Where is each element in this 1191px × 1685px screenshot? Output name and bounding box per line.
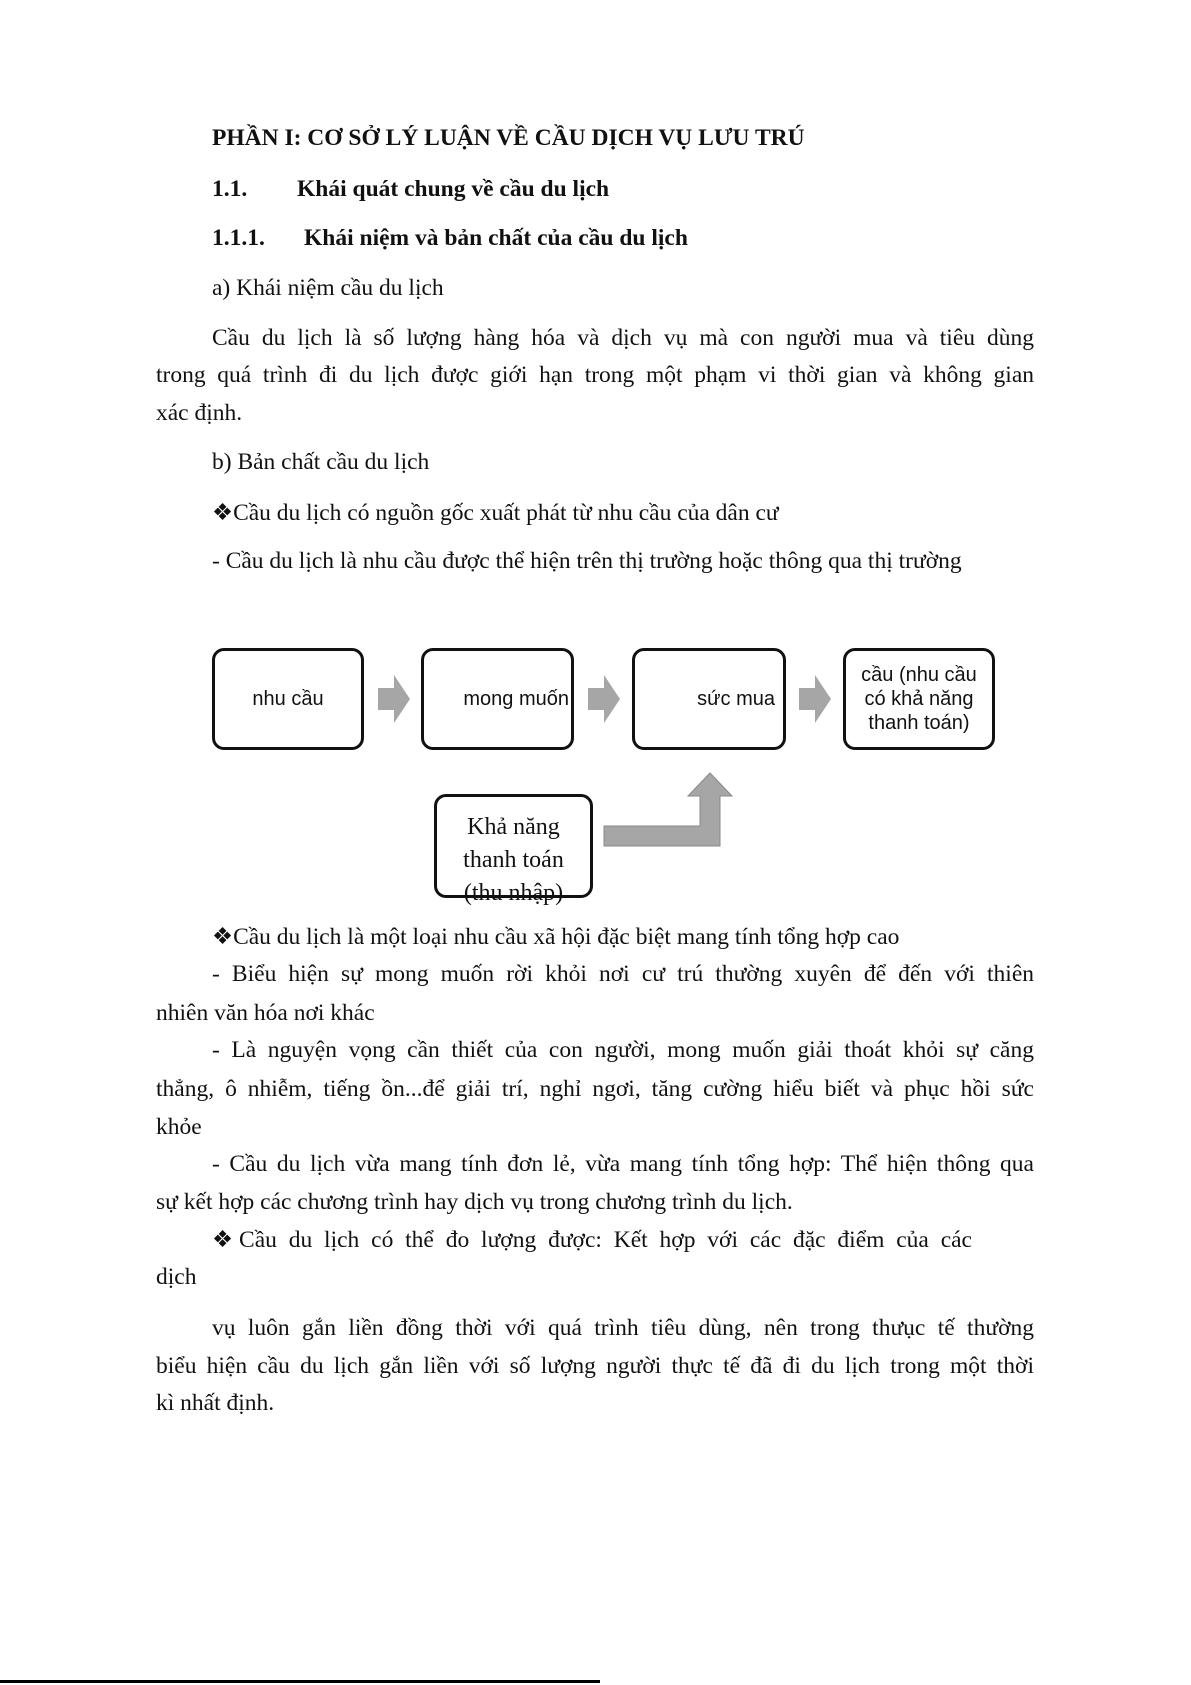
arrow-right-icon xyxy=(588,675,620,723)
part-title: PHẦN I: CƠ SỞ LÝ LUẬN VỀ CẦU DỊCH VỤ LƯU TRÚ xyxy=(212,125,805,151)
box-line: (thu nhập) xyxy=(463,880,564,906)
paragraph-line: dịch xyxy=(156,1264,197,1290)
paragraph-line: - Cầu du lịch vừa mang tính đơn lẻ, vừa mang tính tổng hợp: Thể hiện thông qua xyxy=(212,1151,1034,1177)
paragraph-line: trong quá trình đi du lịch được giới hạn trong một phạm vi thời gian và không gian xyxy=(156,362,1034,388)
paragraph-line: xác định. xyxy=(156,400,243,426)
box-desire: mong muốn xyxy=(421,648,574,750)
paragraph-line: - Cầu du lịch là nhu cầu được thể hiện trên thị trường hoặc thông qua thị trường xyxy=(212,548,962,574)
paragraph-line: sự kết hợp các chương trình hay dịch vụ trong chương trình du lịch. xyxy=(156,1189,793,1215)
paragraph-line: thẳng, ô nhiễm, tiếng ồn...để giải trí, nghỉ ngơi, tăng cường hiểu biết và phục hồi sức xyxy=(156,1076,1034,1102)
box-line: Khả năng xyxy=(467,814,560,840)
box-need: nhu cầu xyxy=(212,648,364,750)
paragraph-line: a) Khái niệm cầu du lịch xyxy=(212,275,444,301)
box-purchasing-power: sức mua xyxy=(632,648,786,750)
paragraph-line: - Biểu hiện sự mong muốn rời khỏi nơi cư trú thường xuyên để đến với thiên xyxy=(212,961,1034,987)
paragraph-line: khỏe xyxy=(156,1114,202,1140)
bullet-line: ❖Cầu du lịch có nguồn gốc xuất phát từ nhu cầu của dân cư xyxy=(212,500,779,526)
paragraph-line: biểu hiện cầu du lịch gắn liền với số lượng người thực tế đã đi du lịch trong một thời xyxy=(156,1353,1034,1379)
bullet-line: ❖Cầu du lịch có thể đo lượng được: Kết hợp với các đặc điểm của các xyxy=(212,1227,972,1253)
paragraph-line: nhiên văn hóa nơi khác xyxy=(156,1000,375,1026)
section-number: 1.1. xyxy=(212,176,248,202)
bullet-line: ❖Cầu du lịch là một loại nhu cầu xã hội đặc biệt mang tính tổng hợp cao xyxy=(212,924,900,950)
arrow-right-icon xyxy=(378,675,410,723)
box-line: có khả năng xyxy=(864,688,974,710)
paragraph-line: Cầu du lịch là số lượng hàng hóa và dịch vụ mà con người mua và tiêu dùng xyxy=(212,325,1034,351)
box-line: thanh toán xyxy=(463,847,564,873)
section-title: Khái quát chung về cầu du lịch xyxy=(297,176,610,202)
paragraph-line: kì nhất định. xyxy=(156,1390,275,1416)
footer-rule xyxy=(0,1680,600,1683)
arrow-right-icon xyxy=(799,675,831,723)
box-line: thanh toán) xyxy=(868,712,970,734)
subsection-number: 1.1.1. xyxy=(212,225,265,251)
box-line: cầu (nhu cầu xyxy=(861,664,977,686)
paragraph-line: vụ luôn gắn liền đồng thời với quá trình tiêu dùng, nên trong thưục tế thường xyxy=(212,1315,1034,1341)
subsection-title: Khái niệm và bản chất của cầu du lịch xyxy=(304,225,688,251)
elbow-arrow-up-icon xyxy=(604,773,732,846)
paragraph-line: - Là nguyện vọng cần thiết của con người, mong muốn giải thoát khỏi sự căng xyxy=(212,1037,1034,1063)
paragraph-line: b) Bản chất cầu du lịch xyxy=(212,449,430,475)
box-ability-to-pay xyxy=(434,794,593,906)
